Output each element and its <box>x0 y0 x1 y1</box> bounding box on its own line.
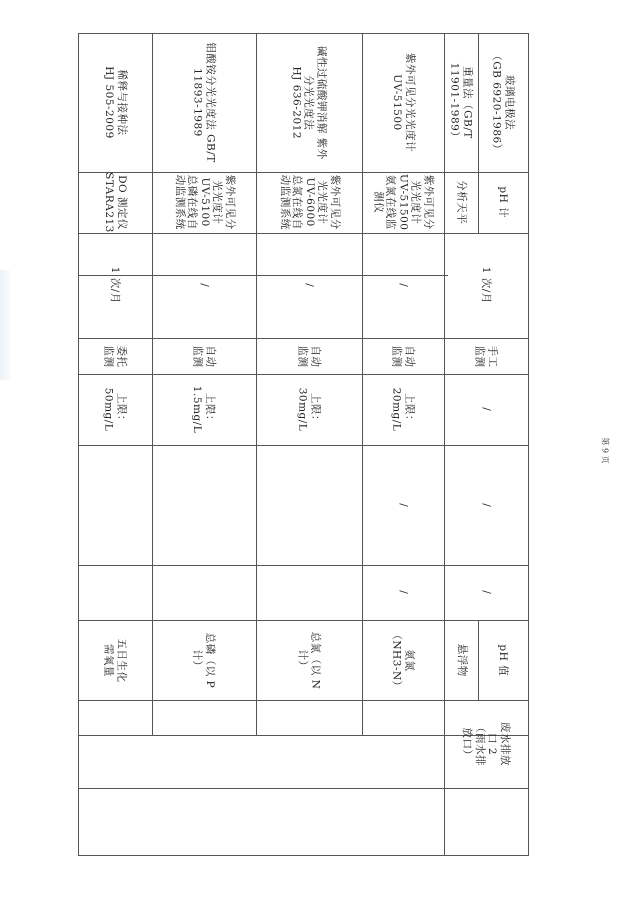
cell-limit <box>444 374 528 445</box>
item-text: 总磷（以 P 计） <box>192 632 217 688</box>
frequency-text: 1 次/月 <box>480 266 493 305</box>
cell-method <box>78 33 152 172</box>
mode-text: 委托 监测 <box>103 345 128 367</box>
cell-limit <box>152 374 256 445</box>
cell-item <box>478 620 528 700</box>
cell-method <box>256 33 362 172</box>
cell-instrument <box>478 172 528 233</box>
blank-text: / <box>397 502 410 508</box>
mode-text: 手工 监测 <box>474 345 499 367</box>
outlet-name-text: 废水排放 口 2 （雨水排 放口） <box>461 722 511 766</box>
limit-text: 上限： 1.5mg/L <box>191 385 217 434</box>
cell-limit <box>256 374 362 445</box>
cell-frequency <box>362 233 444 338</box>
cell-outlet-name <box>444 700 528 788</box>
cell-mode <box>362 338 444 374</box>
method-text: 碱性过硫酸钾消解 紫外 分光光度法 HJ 636-2012 <box>290 45 328 160</box>
mode-text: 自动 监测 <box>391 345 416 367</box>
page-number <box>590 430 620 470</box>
cell-instrument <box>444 172 478 233</box>
limit-text: 上限： 30mg/L <box>297 387 322 432</box>
table-border-bottom <box>78 855 529 856</box>
instrument-text: pH 计 <box>497 186 510 219</box>
cell-frequency <box>78 233 152 338</box>
instrument-text: 紫外可见分 光光度计 UV-6000 总氮在线自 动监测系统 <box>278 175 341 230</box>
cell-item <box>152 620 256 700</box>
cell-method <box>152 33 256 172</box>
cell-blank <box>444 565 528 620</box>
cell-method <box>362 33 444 172</box>
cell-instrument <box>256 172 362 233</box>
instrument-text: 紫外可见分 光光度计 UV-51500 氨氮在线监 测仪 <box>372 174 435 231</box>
instrument-text: 紫外可见分 光光度计 UV-5100 总磷在线自 动监测系统 <box>173 175 236 230</box>
mode-text: 自动 监测 <box>192 345 217 367</box>
mode-text: 自动 监测 <box>297 345 322 367</box>
method-text: 稀释与接种法 HJ 505-2009 <box>102 66 128 139</box>
cell-method <box>444 33 478 172</box>
limit-text: 上限： 20mg/L <box>391 387 416 432</box>
cell-item <box>78 620 152 700</box>
frequency-text: / <box>303 283 316 288</box>
instrument-text: 分析天平 <box>455 180 468 225</box>
item-text: 总氮（以 N 计） <box>297 631 322 689</box>
cell-method <box>478 33 528 172</box>
scan-shadow <box>0 270 10 380</box>
cell-mode <box>256 338 362 374</box>
item-text: pH 值 <box>497 644 510 676</box>
cell-frequency <box>256 233 362 338</box>
col-divider <box>78 788 529 789</box>
cell-blank <box>444 445 528 565</box>
cell-mode <box>78 338 152 374</box>
cell-frequency <box>152 233 256 338</box>
item-text: 悬浮物 <box>455 643 468 677</box>
frequency-text: / <box>198 283 211 288</box>
cell-limit <box>78 374 152 445</box>
cell-blank <box>362 445 444 565</box>
limit-text: / <box>480 407 493 412</box>
cell-instrument <box>362 172 444 233</box>
method-text: 玻璃电极法 （GB 6920-1986） <box>491 50 516 155</box>
instrument-text: DO 测定仪 STARA213 <box>103 172 128 233</box>
cell-item <box>362 620 444 700</box>
frequency-text: 1 次/月 <box>109 266 122 305</box>
method-text: 重量法（GB/T 11901-1989） <box>449 62 474 143</box>
blank-text: / <box>480 590 493 595</box>
frequency-text: / <box>397 283 410 288</box>
limit-text: 上限： 50mg/L <box>103 387 128 432</box>
blank-text: / <box>480 502 493 508</box>
cell-limit <box>362 374 444 445</box>
cell-mode <box>444 338 528 374</box>
method-text: 紫外可见分光光度计 UV-51500 <box>391 53 416 152</box>
cell-instrument <box>78 172 152 233</box>
cell-mode <box>152 338 256 374</box>
cell-blank <box>362 565 444 620</box>
cell-item <box>256 620 362 700</box>
blank-text: / <box>397 590 410 595</box>
method-text: 钼酸铵分光光度法 GB/T 11893-1989 <box>192 42 217 163</box>
item-text: 五日生化 需氧量 <box>103 638 128 682</box>
page-number-text: 第 9 页 <box>600 436 610 464</box>
table-border-right <box>528 33 529 855</box>
cell-frequency <box>444 233 528 338</box>
cell-item <box>444 620 478 700</box>
cell-instrument <box>152 172 256 233</box>
item-text: 氨氮 （NH3-N） <box>390 628 416 692</box>
